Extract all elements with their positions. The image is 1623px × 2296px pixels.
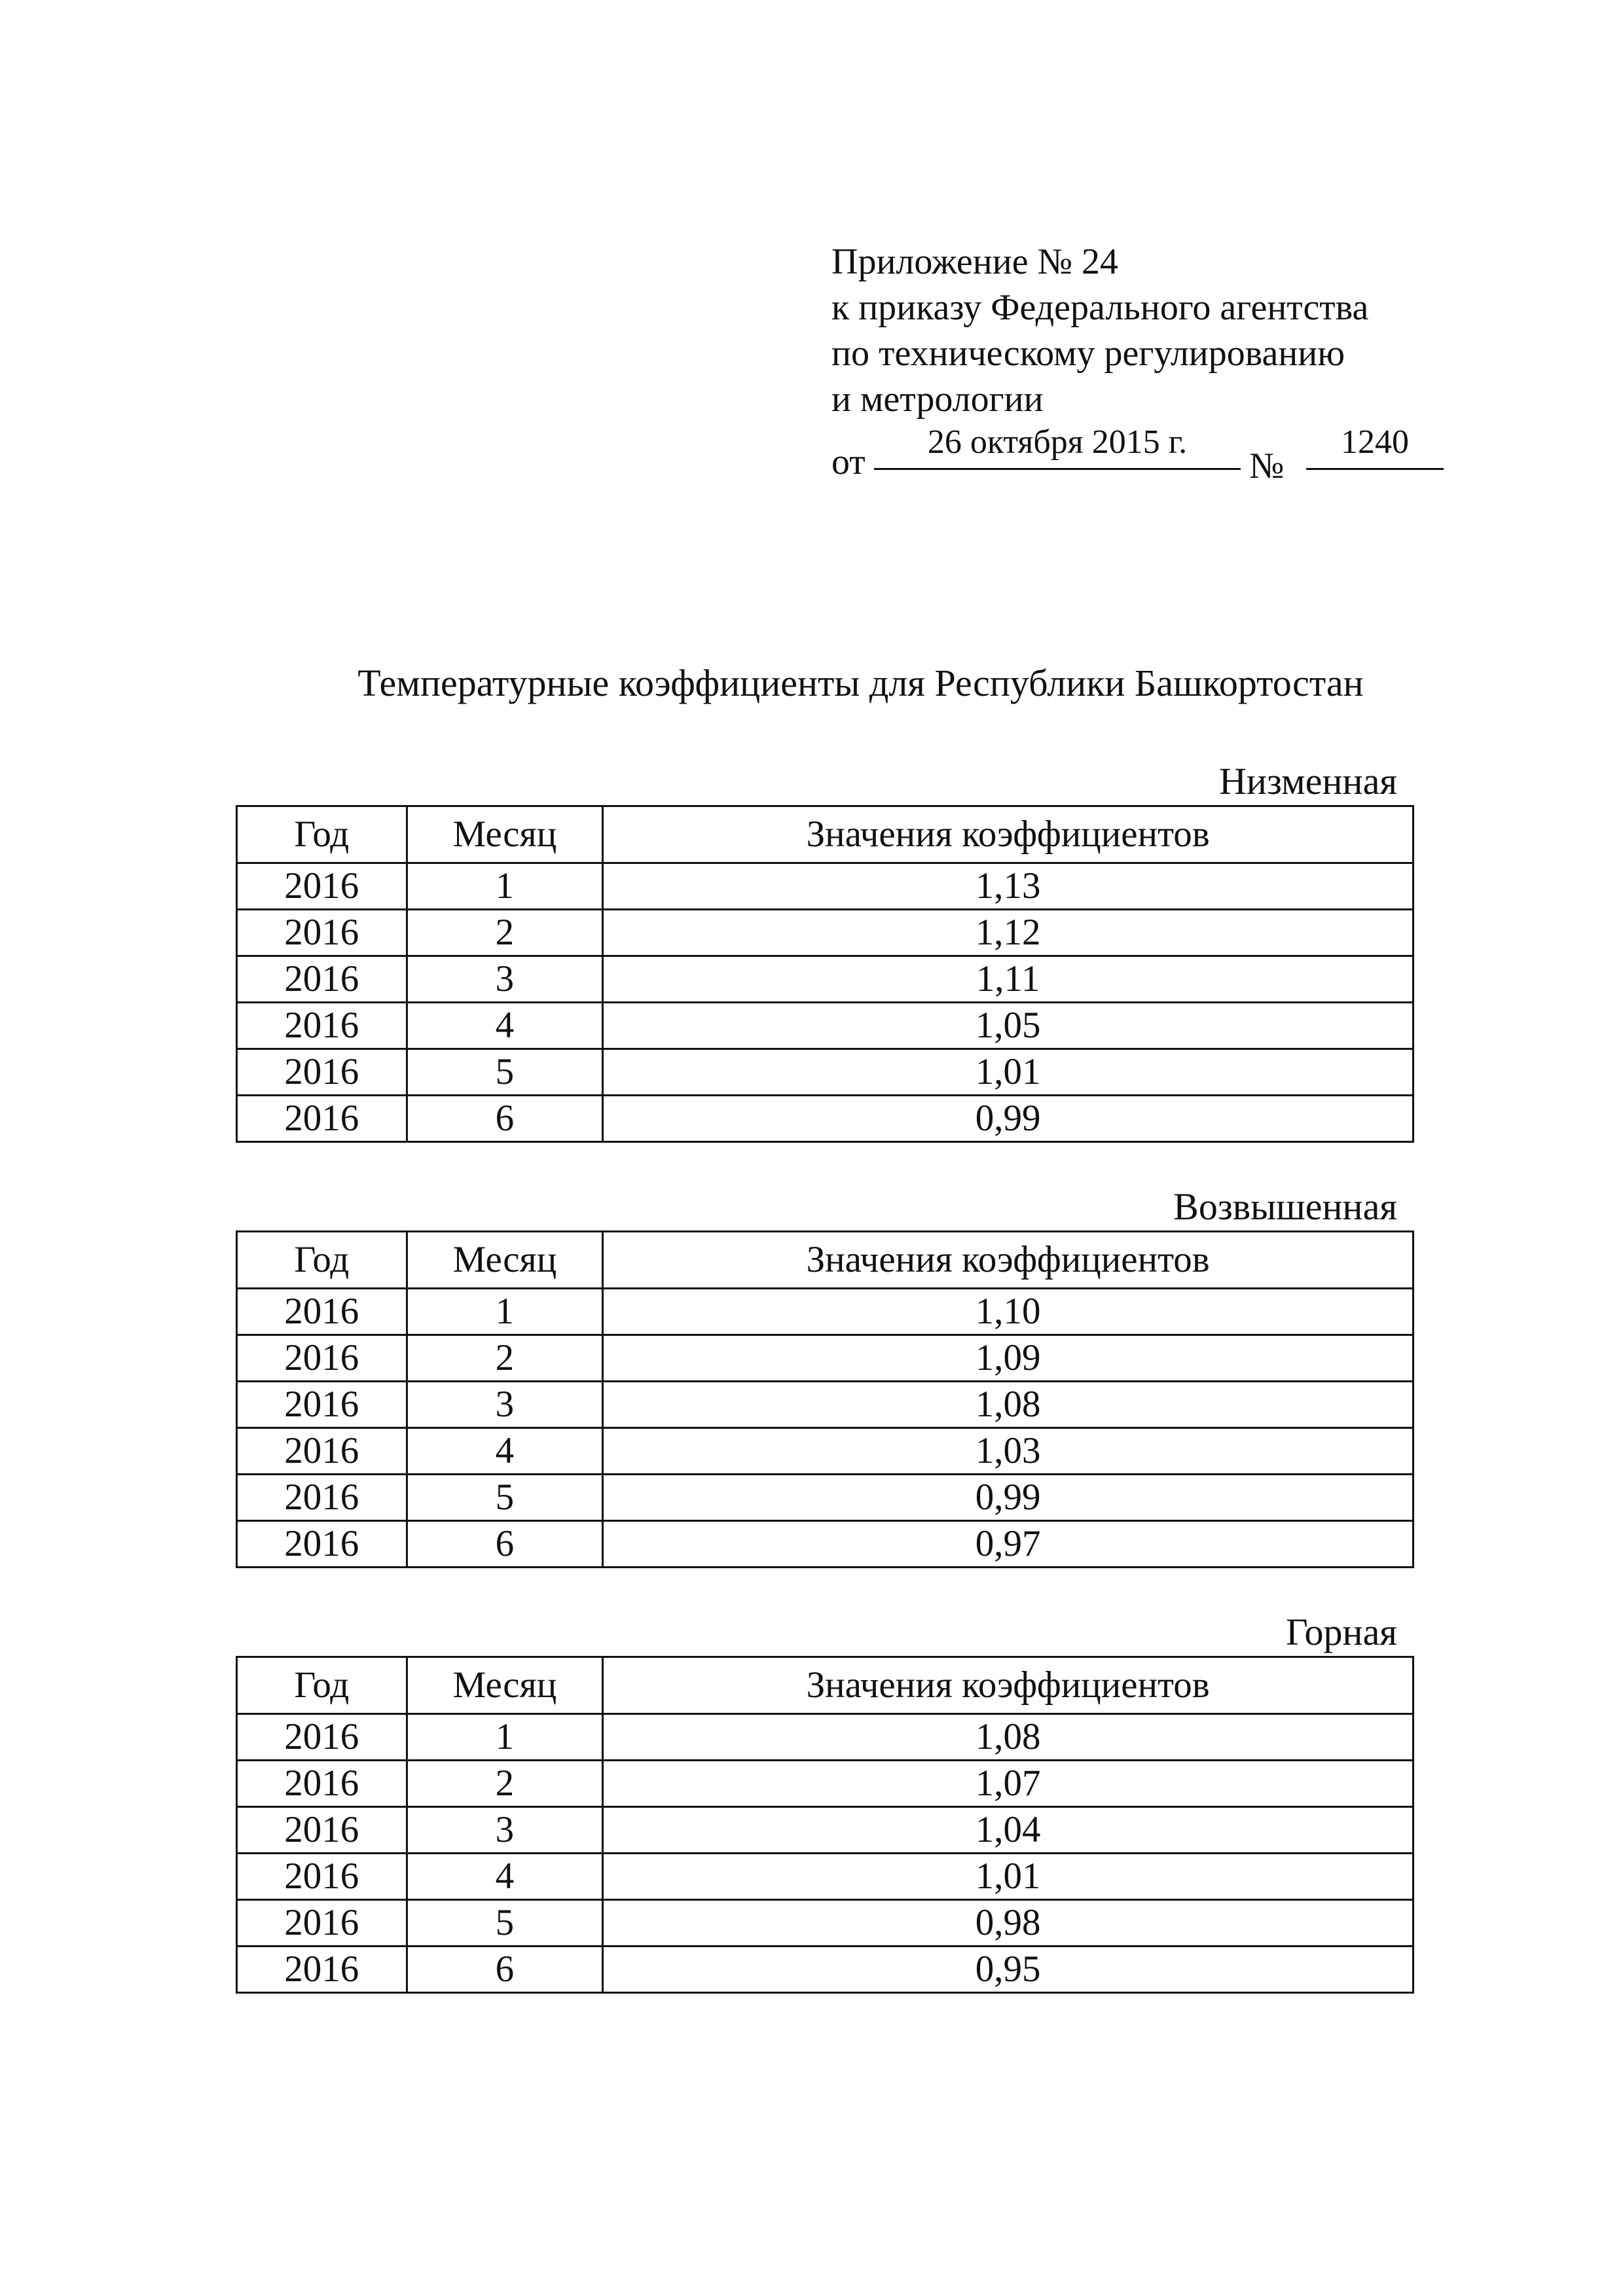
cell-year: 2016 — [237, 1428, 407, 1475]
cell-year: 2016 — [237, 956, 407, 1003]
cell-month: 2 — [407, 910, 603, 956]
cell-month: 1 — [407, 1289, 603, 1335]
cell-value: 0,99 — [603, 1475, 1413, 1521]
cell-month: 6 — [407, 1521, 603, 1568]
cell-year: 2016 — [237, 1946, 407, 1993]
cell-value: 1,10 — [603, 1289, 1413, 1335]
cell-value: 1,11 — [603, 956, 1413, 1003]
annex-header — [831, 239, 1460, 485]
cell-value: 0,98 — [603, 1900, 1413, 1946]
cell-value: 1,05 — [603, 1003, 1413, 1049]
cell-month: 3 — [407, 1382, 603, 1428]
table-row — [237, 910, 1413, 956]
header-month: Месяц — [407, 1657, 603, 1714]
cell-year: 2016 — [237, 1289, 407, 1335]
header-year: Год — [237, 1657, 407, 1714]
cell-value: 0,97 — [603, 1521, 1413, 1568]
cell-value: 1,03 — [603, 1428, 1413, 1475]
table-row — [237, 1335, 1413, 1382]
cell-year: 2016 — [237, 1714, 407, 1761]
zone-label-upland: Возвышенная — [1173, 1185, 1397, 1228]
table-header-row — [237, 1657, 1413, 1714]
cell-value: 1,09 — [603, 1335, 1413, 1382]
table-row — [237, 863, 1413, 910]
cell-month: 2 — [407, 1335, 603, 1382]
table-row — [237, 1003, 1413, 1049]
table-row — [237, 1946, 1413, 1993]
cell-year: 2016 — [237, 1521, 407, 1568]
cell-value: 0,95 — [603, 1946, 1413, 1993]
zone-label-mountain: Горная — [1286, 1611, 1397, 1653]
cell-year: 2016 — [237, 1807, 407, 1854]
header-value: Значения коэффициентов — [603, 1657, 1413, 1714]
annex-number: Приложение № 24 — [831, 242, 1118, 282]
table-row — [237, 1475, 1413, 1521]
order-date-number-line — [831, 423, 1460, 486]
table-row — [237, 1049, 1413, 1096]
header-month: Месяц — [407, 1232, 603, 1289]
cell-year: 2016 — [237, 863, 407, 910]
table-row — [237, 1854, 1413, 1900]
cell-month: 4 — [407, 1854, 603, 1900]
coefficients-table-lowland — [236, 805, 1414, 1143]
header-year: Год — [237, 806, 407, 863]
cell-value: 0,99 — [603, 1096, 1413, 1142]
cell-month: 5 — [407, 1475, 603, 1521]
cell-value: 1,12 — [603, 910, 1413, 956]
cell-month: 6 — [407, 1946, 603, 1993]
cell-month: 4 — [407, 1003, 603, 1049]
cell-month: 5 — [407, 1049, 603, 1096]
table-header-row — [237, 806, 1413, 863]
table-row — [237, 1761, 1413, 1807]
cell-month: 4 — [407, 1428, 603, 1475]
annex-order-ref: к приказу Федерального агентства — [831, 287, 1369, 328]
coefficients-table-upland — [236, 1230, 1414, 1568]
order-date: 26 октября 2015 г. — [927, 423, 1188, 461]
annex-agency-line: по техническому регулированию — [831, 333, 1345, 374]
table-row — [237, 1714, 1413, 1761]
annex-agency-line-2: и метрологии — [831, 379, 1044, 420]
table-row — [237, 1382, 1413, 1428]
cell-month: 3 — [407, 956, 603, 1003]
cell-year: 2016 — [237, 1761, 407, 1807]
coefficients-table-mountain — [236, 1656, 1414, 1994]
from-label: от — [831, 442, 866, 482]
cell-year: 2016 — [237, 1382, 407, 1428]
order-number: 1240 — [1341, 423, 1409, 461]
cell-year: 2016 — [237, 910, 407, 956]
cell-year: 2016 — [237, 1854, 407, 1900]
cell-year: 2016 — [237, 1049, 407, 1096]
header-value: Значения коэффициентов — [603, 806, 1413, 863]
cell-value: 1,07 — [603, 1761, 1413, 1807]
cell-value: 1,01 — [603, 1854, 1413, 1900]
cell-month: 5 — [407, 1900, 603, 1946]
cell-year: 2016 — [237, 1900, 407, 1946]
cell-value: 1,13 — [603, 863, 1413, 910]
table-row — [237, 956, 1413, 1003]
table-row — [237, 1428, 1413, 1475]
cell-value: 1,08 — [603, 1714, 1413, 1761]
table-row — [237, 1807, 1413, 1854]
cell-month: 1 — [407, 863, 603, 910]
header-month: Месяц — [407, 806, 603, 863]
cell-year: 2016 — [237, 1335, 407, 1382]
table-row — [237, 1521, 1413, 1568]
zone-label-lowland: Низменная — [1219, 760, 1397, 802]
cell-month: 6 — [407, 1096, 603, 1142]
page-title: Температурные коэффициенты для Республики Башкортостан — [357, 662, 1364, 704]
cell-year: 2016 — [237, 1003, 407, 1049]
cell-value: 1,04 — [603, 1807, 1413, 1854]
cell-month: 2 — [407, 1761, 603, 1807]
order-date-field — [874, 423, 1241, 470]
number-sign: № — [1249, 446, 1285, 486]
table-row — [237, 1900, 1413, 1946]
cell-year: 2016 — [237, 1096, 407, 1142]
cell-value: 1,08 — [603, 1382, 1413, 1428]
cell-value: 1,01 — [603, 1049, 1413, 1096]
table-row — [237, 1289, 1413, 1335]
table-row — [237, 1096, 1413, 1142]
header-value: Значения коэффициентов — [603, 1232, 1413, 1289]
cell-month: 3 — [407, 1807, 603, 1854]
table-header-row — [237, 1232, 1413, 1289]
header-year: Год — [237, 1232, 407, 1289]
cell-month: 1 — [407, 1714, 603, 1761]
cell-year: 2016 — [237, 1475, 407, 1521]
order-number-field — [1306, 423, 1444, 470]
